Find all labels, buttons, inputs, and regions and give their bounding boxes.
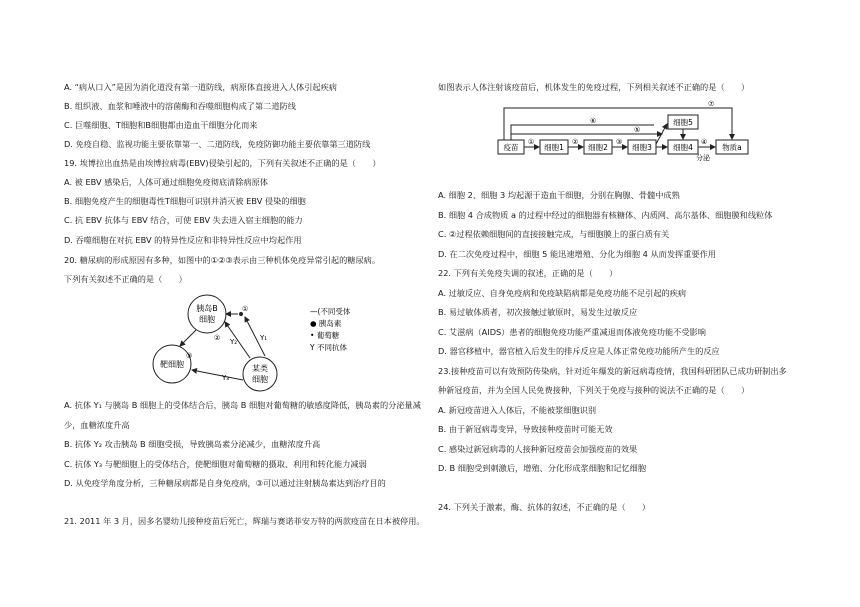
q18-option-a: A. “病从口入”是因为消化道没有第一道防线，病原体直接进入人体引起疾病: [64, 82, 337, 92]
q23-option-c: C. 感染过新冠病毒的人接种新冠疫苗会加强疫苗的效果: [438, 444, 638, 454]
legend-antibody: Y 不同抗体: [310, 343, 347, 352]
q19-stem: 19. 埃博拉出血热是由埃博拉病毒(EBV)侵染引起的，下列有关叙述不正确的是（ ）: [64, 158, 381, 168]
q20-stem-cont: 下列有关叙述不正确的是（ ）: [64, 274, 187, 284]
label-n7: ⑦: [708, 100, 715, 108]
legend-receptor: —(不同受体: [310, 307, 351, 316]
num-2: ②: [214, 334, 221, 342]
diabetes-diagram: [150, 292, 390, 392]
box-cell-5-label: 细胞5: [673, 118, 693, 127]
q22-option-a: A. 过敏反应、自身免疫病和免疫缺陷病都是免疫功能不足引起的疾病: [438, 288, 687, 298]
q21-option-a: A. 细胞 2、细胞 3 均起源于造血干细胞，分别在胸腺、骨髓中成熟: [438, 190, 680, 200]
legend-glucose: • 葡萄糖: [310, 331, 340, 340]
q20-stem: 20. 糖尿病的形成原因有多种，如图中的①②③表示由三种机体免疫异常引起的糖尿病。: [64, 255, 381, 265]
q23-option-b: B. 由于新冠病毒变异，导致接种疫苗时可能无效: [438, 424, 613, 434]
box-vaccine-label: 疫苗: [503, 143, 519, 152]
immune-cell-label-1: 某类: [252, 364, 268, 373]
q23-stem-cont: 种新冠疫苗，并为全国人民免费接种，下列关于免疫与接种的说法不正确的是（ ）: [438, 385, 750, 395]
q20-option-a: A. 抗体 Y₁ 与胰岛 B 细胞上的受体结合后，胰岛 B 细胞对葡萄糖的敏感度降低，胰岛素的分泌量减: [64, 400, 421, 410]
q20-option-a-cont: 少，血糖浓度升高: [64, 420, 130, 430]
immune-cell-shape: [243, 357, 277, 391]
q19-option-a: A. 被 EBV 感染后，人体可通过细胞免疫彻底清除病原体: [64, 177, 268, 187]
q22-option-c: C. 艾滋病（AIDS）患者的细胞免疫功能严重减退而体液免疫功能不受影响: [438, 327, 706, 337]
q21-option-d: D. 在二次免疫过程中，细胞 5 能迅速增殖、分化为细胞 4 从而发挥重要作用: [438, 249, 716, 259]
label-y2: Y₂: [230, 338, 238, 346]
vaccine-immune-diagram: [494, 98, 754, 170]
q24-stem: 24. 下列关于激素，酶、抗体的叙述，不正确的是（ ）: [438, 502, 651, 512]
num-1: ①: [242, 305, 249, 313]
islet-b-cell-shape: [188, 295, 226, 333]
q21-option-b: B. 细胞 4 合成物质 a 的过程中经过的细胞器有核糖体、内质网、高尔基体、细胞膜和线粒体: [438, 210, 773, 220]
q21-stem-cont: 如图表示人体注射该疫苗后，机体发生的免疫过程，下列相关叙述不正确的是（ ）: [438, 82, 750, 92]
q20-option-b: B. 抗体 Y₂ 攻击胰岛 B 细胞受损，导致胰岛素分泌减少，血糖浓度升高: [64, 439, 321, 449]
label-n3: ③: [616, 138, 623, 146]
q21-stem: 21. 2011 年 3 月，因多名婴幼儿接种疫苗后死亡，辉瑞与赛诺菲安万特的两款疫苗在日本被停用。: [64, 516, 425, 526]
q23-stem: 23.接种疫苗可以有效预防传染病，针对近年爆发的新冠病毒疫情，我国科研团队已成功研制出多: [438, 366, 787, 376]
box-cell-2-label: 细胞2: [588, 143, 608, 152]
legend-insulin: ● 胰岛素: [310, 319, 342, 328]
q20-option-d: D. 从免疫学角度分析，三种糖尿病都是自身免疫病，③可以通过注射胰岛素达到治疗目的: [64, 478, 386, 488]
arrow-6: [511, 125, 654, 134]
islet-b-cell-label-2: 细胞: [199, 315, 215, 324]
target-cell-label: 靶细胞: [160, 360, 184, 369]
box-substance-a-label: 物质a: [722, 143, 742, 152]
islet-b-cell-label-1: 胰岛B: [196, 304, 218, 313]
num-3: ③: [186, 352, 193, 360]
label-n6: ⑥: [590, 117, 597, 125]
q22-option-b: B. 易过敏体质者，初次接触过敏原时，易发生过敏反应: [438, 307, 638, 317]
label-y1: Y₁: [260, 334, 268, 342]
q19-option-c: C. 抗 EBV 抗体与 EBV 结合，可使 EBV 失去进入宿主细胞的能力: [64, 215, 303, 225]
q20-option-c: C. 抗体 Y₃ 与靶细胞上的受体结合，使靶细胞对葡萄糖的摄取、利用和转化能力减弱: [64, 459, 367, 469]
y3-arrow: [192, 370, 243, 380]
q19-option-b: B. 细胞免疫产生的细胞毒性T细胞可识别并消灭被 EBV 侵染的细胞: [64, 196, 306, 206]
label-secrete: 分泌: [696, 154, 710, 162]
q22-stem: 22. 下列有关免疫失调的叙述，正确的是（ ）: [438, 268, 618, 278]
y2-arrow: [225, 322, 250, 358]
box-cell-3-label: 细胞3: [632, 143, 652, 152]
label-n2: ②: [572, 138, 579, 146]
label-y3: Y₃: [222, 374, 230, 382]
q23-option-a: A. 新冠疫苗进入人体后，不能被浆细胞识别: [438, 405, 597, 415]
q23-option-d: D. B 细胞受到刺激后，增殖、分化形成浆细胞和记忆细胞: [438, 463, 647, 473]
label-n5: ⑤: [634, 126, 641, 134]
box-cell-1-label: 细胞1: [544, 143, 564, 152]
label-n1: ①: [528, 138, 535, 146]
q19-option-d: D. 吞噬细胞在对抗 EBV 的特异性反应和非特异性反应中均起作用: [64, 235, 302, 245]
insulin-arrow: [180, 330, 196, 346]
q18-option-b: B. 组织液、血浆和唾液中的溶菌酶和吞噬细胞构成了第二道防线: [64, 101, 296, 111]
q18-option-c: C. 巨噬细胞、T细胞和B细胞都由造血干细胞分化而来: [64, 120, 258, 130]
q22-option-d: D. 器官移植中，器官植入后发生的排斥反应是人体正常免疫功能所产生的反应: [438, 346, 720, 356]
label-n4: ④: [701, 138, 708, 146]
box-cell-4-label: 细胞4: [673, 143, 693, 152]
q21-option-c: C. ②过程依赖细胞间的直接接触完成，与细胞膜上的蛋白质有关: [438, 229, 670, 239]
immune-cell-label-2: 细胞: [252, 375, 268, 384]
q18-option-d: D. 免疫自稳、监视功能主要依靠第一、二道防线，免疫防御功能主要依靠第三道防线: [64, 139, 371, 149]
